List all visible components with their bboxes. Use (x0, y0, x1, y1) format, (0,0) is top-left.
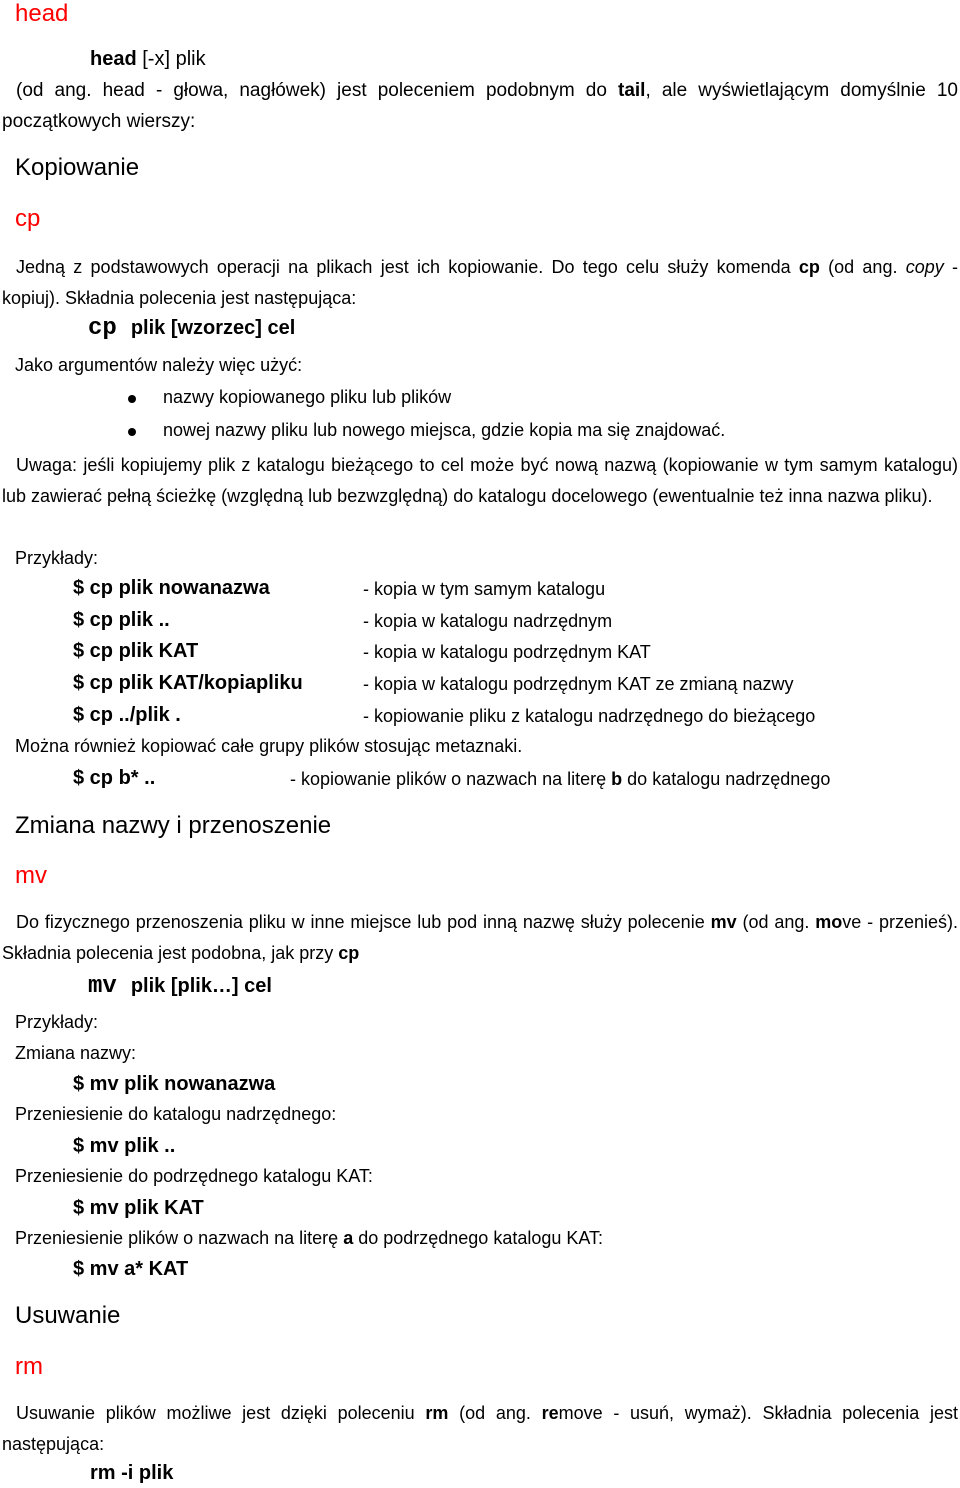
copy-example-desc: - kopia w katalogu podrzędnym KAT (363, 642, 651, 662)
copy-wildcard-intro: Można również kopiować całe grupy plików stosując metaznaki. (15, 736, 523, 756)
copy-example-desc: - kopia w katalogu nadrzędnym (363, 611, 613, 631)
move-letter-label (15, 1228, 603, 1249)
remove-intro (2, 1398, 958, 1460)
move-intro-text: Do fizycznego przenoszenia pliku w inne miejsce lub pod inną nazwę służy polecenie (16, 912, 711, 932)
bullet-icon (128, 395, 136, 403)
copy-bullet-item: nowej nazwy pliku lub nowego miejsca, gdzie kopia ma się znajdować. (163, 420, 726, 440)
wildcard-desc-text: - kopiowanie plików o nazwach na literę (290, 769, 612, 789)
move-heading: Zmiana nazwy i przenoszenie (15, 812, 332, 839)
remove-intro-rm: rm (425, 1403, 449, 1423)
head-syntax-args: [-x] plik (136, 48, 206, 70)
move-intro (2, 907, 958, 969)
head-desc-text: (od ang. head - głowa, nagłówek) jest poleceniem podobnym do (16, 80, 618, 101)
remove-intro-m: m (558, 1403, 574, 1423)
move-syntax-args: plik [plik…] cel (130, 975, 272, 997)
copy-example-desc: - kopia w katalogu podrzędnym KAT ze zmianą nazwy (363, 674, 794, 694)
move-intro-text-3: ve - przenieś). Składnia polecenia jest podobna, jak przy (2, 912, 958, 963)
copy-intro-copy-word: copy (905, 257, 944, 277)
copy-bullet-item: nazwy kopiowanego pliku lub plików (163, 387, 452, 407)
bullet-icon (128, 428, 136, 436)
move-intro-mo: mo (815, 912, 843, 932)
copy-intro-text-2: (od ang. (819, 257, 906, 277)
head-description (2, 75, 958, 137)
move-syntax (88, 973, 272, 1000)
move-intro-cp: cp (338, 943, 360, 963)
copy-intro-text-3: - kopiuj). Składnia polecenia jest następująca: (2, 257, 958, 308)
copy-syntax (88, 315, 295, 342)
copy-heading: Kopiowanie (15, 154, 140, 181)
copy-example-cmd: $ cp plik KAT (73, 640, 199, 662)
copy-example-cmd: $ cp plik nowanazwa (73, 577, 270, 599)
copy-syntax-cmd: cp (88, 315, 117, 342)
wildcard-desc-letter: b (611, 769, 623, 789)
remove-intro-text: Usuwanie plików możliwe jest dzięki poleceniu (16, 1403, 426, 1423)
copy-syntax-args: plik [wzorzec] cel (130, 317, 296, 339)
copy-example-cmd: $ cp plik KAT/kopiapliku (73, 672, 303, 694)
remove-cmd-title: rm (15, 1353, 43, 1380)
copy-intro-text: Jedną z podstawowych operacji na plikach jest ich kopiowanie. Do tego celu służy komenda (16, 257, 799, 277)
move-intro-text-2: (od ang. (736, 912, 816, 932)
copy-cmd-title: cp (15, 205, 41, 232)
remove-intro-text-3: ove - usuń, wymaż). Składnia polecenia jest następująca: (2, 1403, 958, 1454)
head-desc-tail: tail (618, 80, 646, 101)
head-syntax-cmd: head (90, 48, 137, 70)
head-syntax (90, 48, 206, 71)
copy-example-cmd: $ cp plik .. (73, 609, 170, 631)
remove-syntax: rm -i plik (90, 1462, 174, 1484)
copy-wildcard-cmd: $ cp b* .. (73, 767, 156, 789)
move-letter-text: Przeniesienie plików o nazwach na literę (15, 1228, 344, 1248)
copy-example-cmd: $ cp ../plik . (73, 704, 181, 726)
head-title: head (15, 0, 69, 27)
move-examples-label: Przykłady: (15, 1012, 99, 1032)
move-sub-cmd: $ mv plik KAT (73, 1197, 204, 1219)
move-cmd-title: mv (15, 862, 47, 889)
move-letter-a: a (343, 1228, 354, 1248)
move-rename-label: Zmiana nazwy: (15, 1043, 137, 1063)
copy-intro (2, 252, 958, 314)
move-letter-cmd: $ mv a* KAT (73, 1258, 189, 1280)
move-parent-cmd: $ mv plik .. (73, 1135, 176, 1157)
move-rename-cmd: $ mv plik nowanazwa (73, 1073, 276, 1095)
move-intro-mv: mv (710, 912, 737, 932)
move-letter-text-2: do podrzędnego katalogu KAT: (353, 1228, 604, 1248)
copy-intro-cp: cp (798, 257, 820, 277)
copy-note: Uwaga: jeśli kopiujemy plik z katalogu bieżącego to cel może być nową nazwą (kopiowanie w tym samym katalogu) lub zawierać pełną ścieżkę (względną lub bezwzględną) do katalogu docelowego (ewentualnie też inna nazwa pliku). (2, 455, 958, 506)
move-sub-label: Przeniesienie do podrzędnego katalogu KAT: (15, 1166, 373, 1186)
copy-examples-label: Przykłady: (15, 548, 99, 568)
move-parent-label: Przeniesienie do katalogu nadrzędnego: (15, 1104, 337, 1124)
wildcard-desc-text-2: do katalogu nadrzędnego (622, 769, 831, 789)
move-syntax-cmd: mv (88, 973, 117, 1000)
copy-wildcard-desc (290, 769, 830, 790)
remove-intro-re: re (541, 1403, 559, 1423)
copy-example-desc: - kopiowanie pliku z katalogu nadrzędnego do bieżącego (363, 706, 816, 726)
head-desc-text-2: , ale wyświetlającym domyślnie 10 początkowych wierszy: (2, 80, 959, 132)
copy-example-desc: - kopia w tym samym katalogu (363, 579, 606, 599)
remove-intro-text-2: (od ang. (448, 1403, 542, 1423)
copy-args-intro: Jako argumentów należy więc użyć: (15, 355, 303, 375)
remove-heading: Usuwanie (15, 1302, 121, 1329)
